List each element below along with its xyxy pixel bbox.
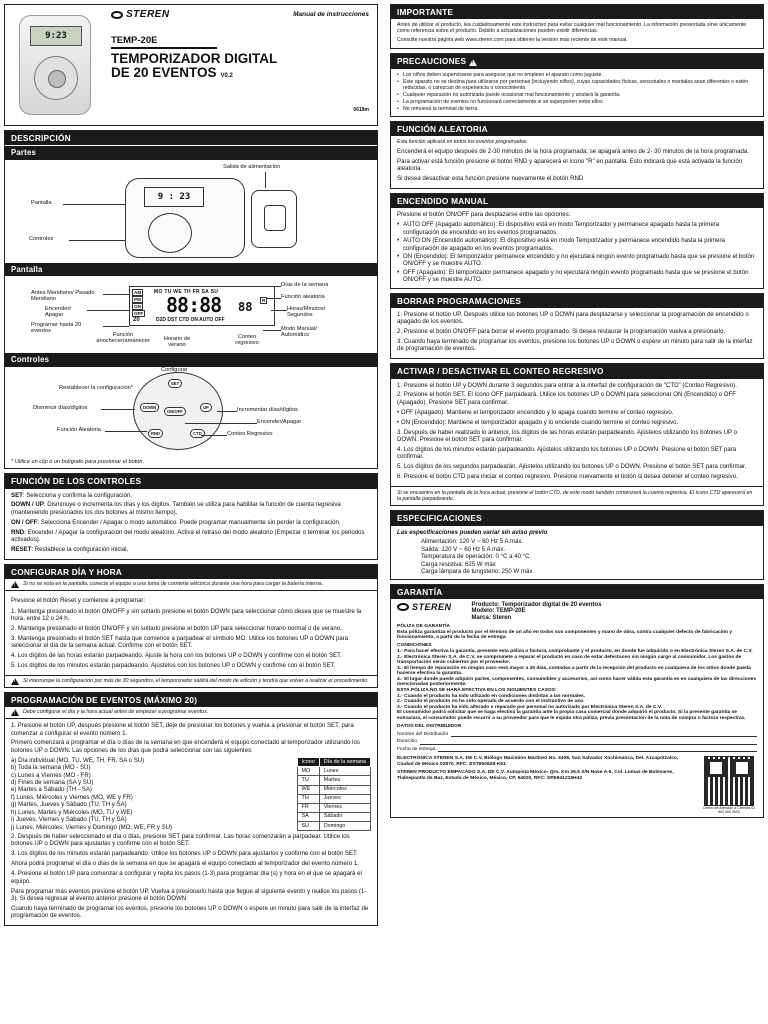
onoff-button[interactable]: ON/OFF xyxy=(164,407,186,416)
poliza-title: PÓLIZA DE GARANTÍA xyxy=(397,624,451,630)
label-aleatoria: Función aleatoria xyxy=(281,294,325,301)
importante-text: Antes de utilizar el producto, lea cuidadosamente este instructivo para evitar cualquier mal funcionamiento. La información presentada sirve únicamente como referencia sobre el producto. Debido a actualizaciones pueden existir diferencias. xyxy=(397,22,747,35)
prog-options xyxy=(11,757,292,831)
up-button[interactable]: UP xyxy=(200,403,212,412)
control-function-key: ON / OFF xyxy=(11,518,38,526)
pantalla-header: Pantalla xyxy=(5,262,377,277)
pantalla-figure xyxy=(5,276,377,352)
label-restablecer: Restablecer la configuración* xyxy=(59,384,133,391)
programacion-header: PROGRAMACIÓN DE EVENTOS (MÁXIMO 20) xyxy=(5,693,377,707)
manual-item: • OFF (Apagado): El temporizador permanece apagado y no ejecutará ningún evento programado hasta que se presione el botón ON/OFF y se muestre AUTO. xyxy=(397,269,757,284)
config-step: 2. Mantenga presionado el botón ON/OFF y sin soltarlo presione el botón UP para seleccionar horario normal o de verano. xyxy=(11,624,342,632)
conteo-body xyxy=(391,379,763,487)
label-programar: Programar hasta 20 eventos xyxy=(31,322,82,335)
exclusion-item: 3.- Cuando el producto ha sido alterado o reparado por personal no autorizado por Electrónica Steren S.A. de C.V. xyxy=(397,704,663,710)
configurar-dia-body xyxy=(5,591,377,675)
garantia-logo: STEREN xyxy=(397,602,452,612)
precaution-item: • No remueva la terminal de tierra. xyxy=(397,106,757,112)
product-title xyxy=(111,52,371,80)
table-row xyxy=(297,821,370,830)
lcd-days: MO TU WE TH FR SA SU xyxy=(154,289,219,296)
precauciones-section xyxy=(390,53,764,117)
qr-block xyxy=(701,756,757,814)
day-option: f) Lunes, Miércoles y Viernes (MO, WE y FR) xyxy=(11,793,133,801)
precaution-item: • Este aparato no se destina para utilizarse por personas (incluyendo niños), cuyas capacidades físicas, sensoriales o mentales sean diferentes o estén reducidas, o carezcan de experiencia o conocimiento. xyxy=(397,79,757,91)
aleatoria-p2: Para activar está función presione el botón RND y aparecerá el ícono "R" en pantalla. Esto indicará que está activada la función aleatoria. xyxy=(397,158,743,173)
day-icon-cell: MO xyxy=(297,767,319,776)
control-function-desc: : Encender / Apagar la configuración del modo aleatorio. Activa el retraso del modo aleatorio (Empezar o terminar los periodos activados). xyxy=(11,528,365,544)
table-row xyxy=(297,803,370,812)
timer-device-image xyxy=(19,15,91,115)
controles-header: Controles xyxy=(5,352,377,367)
label-pantalla: Pantalla xyxy=(31,199,52,206)
device-screen: 9:23 xyxy=(30,26,82,46)
conteo-item: 4. Los dígitos de los minutos estarán parpadeando. Ajústelos utilizando los botones UP o DOWN. Presione el botón SET para confirmar. xyxy=(397,445,737,461)
outlet-image xyxy=(251,190,297,248)
day-icon-cell: TH xyxy=(297,794,319,803)
aleatoria-section xyxy=(390,121,764,189)
manual-section xyxy=(390,193,764,288)
day-icon-cell: TU xyxy=(297,776,319,785)
garantia-modelo: Modelo: TEMP-20E xyxy=(471,608,526,615)
lcd-pm: PM xyxy=(134,297,141,303)
warning-icon xyxy=(11,581,19,588)
lcd-am: AM xyxy=(134,290,142,296)
precaution-item: • La programación de eventos no funcionará correctamente si se superponen entre ellos. xyxy=(397,99,757,105)
garantia-extra: El consumidor podrá solicitar que se haga efectiva la garantía ante la propia casa comercial donde adquirió el producto. Si la presente garantía se extraviara, el consumidor puede recurrir a su proveedor para que le expida otra póliza, previa presentación de la nota de compra o factura respectiva. xyxy=(397,710,746,721)
days-table-h2: Día de la semana xyxy=(319,757,370,767)
manual-label: Manual de instrucciones xyxy=(293,11,369,18)
funcion-controles-body xyxy=(5,489,377,559)
garantia-product-info xyxy=(472,602,602,622)
brand-name: STEREN xyxy=(126,9,170,20)
cond-item: 3.- El tiempo de reparación en ningún caso será mayor a 30 días, contados a partir de la recepción del producto en cualquiera de los sitios donde pueda hacerse efectiva la garantía. xyxy=(397,665,751,677)
control-dial-diagram xyxy=(133,372,223,450)
specs-section xyxy=(390,510,764,579)
table-row xyxy=(297,776,370,785)
cond-item: 2.- Electrónica Steren S.A. de C.V. se compromete a reparar el producto en caso de estar defectuoso sin ningún cargo al consumidor. Los gastos de transportación serán cubiertos por el proveedor. xyxy=(397,654,742,666)
lcd-bottom-row: D2D DST CTD ON AUTO OFF xyxy=(156,317,225,324)
day-option: i) Jueves, Viernes y Sábado (TU, TH y SA) xyxy=(11,816,127,824)
model-number: TEMP-20E xyxy=(111,35,217,49)
table-row xyxy=(297,767,370,776)
day-name-cell: Martes xyxy=(319,776,370,785)
prog-p8: Cuando haya terminado de programar los eventos, presione los botones UP o DOWN o espere un minuto para salir de la interfaz de programación de eventos. xyxy=(11,904,369,920)
table-row xyxy=(297,785,370,794)
label-ampm: Antes Meridiano/ Pasado Meridiano xyxy=(31,290,95,303)
outlet-socket-icon xyxy=(264,205,286,231)
conteo-item: • ON (Encendido): Mantiene el temporizador apagado y lo enciende cuando termine el conteo regresivo. xyxy=(397,418,679,426)
label-encender: Encender/ Apagar xyxy=(45,306,71,319)
spec-item: Carga lámpara de tungsteno: 250 W máx xyxy=(421,568,533,576)
rnd-button[interactable]: RND xyxy=(148,429,163,438)
lcd-on: ON xyxy=(134,304,141,310)
borrar-item: 2. Presione el botón ON/OFF para borrar el evento programado. Si desea restaurar la programación vuelva a presionarlo. xyxy=(397,328,726,336)
lcd-off: OFF xyxy=(134,311,144,317)
borrar-section xyxy=(390,293,764,360)
garantia-section xyxy=(390,584,764,819)
specs-body xyxy=(391,526,763,579)
partes-figure xyxy=(5,160,377,262)
controles-note: * Utilice un clip o un bolígrafo para presionar el botón. xyxy=(11,458,145,465)
funcion-controles-header: FUNCIÓN DE LOS CONTROLES xyxy=(5,474,377,488)
control-function-desc: : Restablece la configuración inicial. xyxy=(31,546,129,554)
table-row xyxy=(297,812,370,821)
ctd-button[interactable]: CTD xyxy=(190,429,205,438)
cover-info xyxy=(105,5,377,125)
configurar-steps xyxy=(11,608,371,670)
spec-item: Temperatura de operación: 0 °C a 40 °C xyxy=(421,553,530,561)
conteo-section xyxy=(390,363,764,506)
descripcion-section xyxy=(4,130,378,469)
config-step: 4. Los dígitos de las horas estarán parpadeando. Ajuste la hora con los botones UP o DOWN y confirme con el botón SET. xyxy=(11,652,342,660)
day-option: h) Lunes, Martes y Miércoles (MO, TU y WE) xyxy=(11,808,133,816)
programacion-body xyxy=(5,719,377,925)
label-configurar: Configurar xyxy=(161,366,188,373)
cond-item: 1.- Para hacer efectiva la garantía, presente esta póliza o factura, comprobante y el producto, en donde fue adquirido o en Electrónica Steren S.A. de C.V. xyxy=(397,648,753,654)
label-aleatoria-ctrl: Función Aleatoria xyxy=(57,426,101,433)
title-line-1: TEMPORIZADOR DIGITAL xyxy=(111,50,278,66)
configurar-intro: Presione el botón Reset y comience a programar: xyxy=(11,597,146,605)
conds-list xyxy=(397,649,757,688)
day-name-cell: Lunes xyxy=(319,767,370,776)
garantia-top xyxy=(397,602,757,622)
cond-title: CONDICIONES xyxy=(397,643,432,649)
label-incrementar: Incrementar días/dígitos xyxy=(237,406,299,413)
days-table-h1: Icono xyxy=(297,757,319,767)
control-function-desc: : Disminuye o incrementa los días y los dígitos. También se utiliza para habilitar la función de cuenta regresiva (manteniendo presionados los dos botones al mismo tiempo). xyxy=(11,501,341,516)
label-dias: Días de la semana xyxy=(281,282,329,289)
nos-list xyxy=(397,694,757,711)
prog-p3: 2. Después de haber seleccionado el día o días, presione SET para confirmar. Las horas comenzarán a parpadear. Utilice los botones UP o DOWN para ajustarlas y confirme con el botón SET. xyxy=(11,832,350,848)
day-icon-cell: FR xyxy=(297,803,319,812)
label-horario: Horario de verano xyxy=(163,336,191,349)
prog-p4: 3. Los dígitos de los minutos estarán parpadeando. Utilice los botones UP o DOWN para ajustarlos y confirme con el botón SET. xyxy=(11,850,358,858)
day-name-cell: Miércoles xyxy=(319,785,370,794)
prog-p5: Ahora podrá programar el día o días de la semana en que se apagará el equipo conectado al temporizador del evento número 1. xyxy=(11,860,359,868)
controles-figure xyxy=(5,367,377,459)
prog-p7: Para programar más eventos presione el botón UP. Vuelva a presionarlo hasta que llegue al siguiente evento y realice los pasos (1-3). Si desea regresar al evento anterior presione el botón DOWN. xyxy=(11,887,367,902)
control-function-key: RND xyxy=(11,528,25,536)
label-horas: Horas/Minutos/ Segundos xyxy=(287,306,326,319)
dist-title: DATOS DEL DISTRIBUIDOR xyxy=(397,723,462,729)
label-disminuir: Disminuir días/dígitos xyxy=(33,404,88,411)
control-function-item xyxy=(11,546,371,553)
precaution-item: • Los niños deben supervisarse para asegurar que no empleen el aparato como juguete. xyxy=(397,72,757,78)
device-screen-small: 9 : 23 xyxy=(144,187,204,207)
day-name-cell: Jueves xyxy=(319,794,370,803)
steren-logo-icon xyxy=(397,603,409,611)
device-dial xyxy=(34,56,78,100)
config-step: 5. Los dígitos de los minutos estarán parpadeando. Ajústelos con los botones UP o DOWN y confirme con el botón SET. xyxy=(11,662,336,670)
specs-list xyxy=(397,538,757,575)
conteo-item: 3. Después de haber realizado lo anterior, los dígitos de las horas estarán parpadeando. Ajústelos utilizando los botones UP o DOWN. Presione el botón SET para confirmar. xyxy=(397,428,738,444)
print-code: 0618m xyxy=(353,106,369,113)
control-function-item xyxy=(11,529,371,544)
steren-logo-icon xyxy=(111,11,123,19)
aleatoria-intro: Esta función aplicará en todos los eventos programados. xyxy=(397,139,528,146)
warning-icon xyxy=(11,678,19,685)
conteo-item: • OFF (Apagado): Mantiene el temporizador encendido y lo apaga cuando termine el conteo regresivo. xyxy=(397,408,674,416)
day-option: e) Martes a Sábado (TH - SA) xyxy=(11,786,92,794)
day-name-cell: Sábado xyxy=(319,812,370,821)
importante-header: IMPORTANTE xyxy=(391,5,763,19)
exclusion-item: 1.- Cuando el producto ha sido utilizado en condiciones distintas a las normales. xyxy=(397,693,586,699)
prog-options-row xyxy=(11,757,371,831)
day-name-cell: Domingo xyxy=(319,821,370,830)
conteo-item: 1. Presione el botón UP y DOWN durante 3 segundos para entrar a la interfaz de configuración de "CTD" (Conteo Regresivo). xyxy=(397,381,737,389)
addr2: STEREN PRODUCTO EMPACADO S.A. DE C.V. Autopista México- Qro. Km 26.5 S/N Nave A-5, Col. Lomas de Bulevares, Tlalnepantla de Baz, Estado de México, México, CP. 54020, RFC: SPE941215H43 xyxy=(397,769,674,781)
day-icon-cell: WE xyxy=(297,785,319,794)
down-button[interactable]: DOWN xyxy=(140,403,159,412)
garantia-producto: Producto: Temporizador digital de 20 eventos xyxy=(471,601,602,608)
day-option: b) Toda la semana (MO - SU) xyxy=(11,764,91,772)
borrar-item: 1. Presione el botón UP. Después utilice los botones UP o DOWN para desplazarse y seleccionar la programación de encendido o apagado de los eventos. xyxy=(397,310,749,326)
manual-intro: Presione el botón ON/OFF para desplazarse entre las opciones: xyxy=(397,211,571,219)
label-modo: Modo Manual/ Automático xyxy=(281,326,318,339)
configurar-dia-header: CONFIGURAR DÍA Y HORA xyxy=(5,565,377,579)
prog-p2: Primero comenzará a programar el día o días de la semana en que encenderá el equipo conectado al temporizador utilizando los botones UP o DOWN. Las opciones de los días que podrá seleccionar son las siguientes: xyxy=(11,739,360,754)
control-function-key: SET xyxy=(11,491,23,499)
precauciones-header: PRECAUCIONES ! xyxy=(391,54,763,68)
garantia-bottom xyxy=(397,756,757,814)
table-row xyxy=(297,794,370,803)
day-option: g) Martes, Jueves y Sábado (TU, TH y SA) xyxy=(11,801,127,809)
prog-p1: 1. Presione el botón UP, después presione el botón SET, deje de presionar los botones y vuelva a presionar el botón SET, para comenzar a configurar el evento número 1. xyxy=(11,722,354,737)
days-table xyxy=(297,757,371,831)
manual-body xyxy=(391,208,763,287)
config-step: 1. Mantenga presionado el botón ON/OFF y sin soltarlo presione el botón DOWN para seleccionar cómo desea que se muestre la hora, entre 12 o 24 h. xyxy=(11,607,362,622)
version: V0.2 xyxy=(220,72,233,79)
label-salida: Salida de alimentación xyxy=(223,163,281,170)
specs-note: Las especificaciones pueden variar sin aviso previo xyxy=(397,528,548,536)
borrar-body xyxy=(391,308,763,359)
day-option: d) Fines de semana (SA y SU) xyxy=(11,779,94,787)
cover xyxy=(4,4,378,126)
importante-text2: Consulte nuestra página web www.steren.com para obtener la versión más reciente de este manual. xyxy=(397,36,628,43)
title-line-2: DE 20 EVENTOS xyxy=(111,64,217,80)
aleatoria-body xyxy=(391,136,763,188)
garantia-header: GARANTÍA xyxy=(391,585,763,599)
manual-item: • AUTO ON (Encendido automático): El dispositivo está en modo Temporizador y permanece encendido hasta la primera configuración de apagado en los eventos programados. xyxy=(397,237,757,252)
label-funcion: Función anochecer/amanecer xyxy=(96,332,150,345)
borrar-header: BORRAR PROGRAMACIONES xyxy=(391,294,763,308)
control-function-item xyxy=(11,492,371,499)
left-column xyxy=(4,4,378,1020)
day-icon-cell: SA xyxy=(297,812,319,821)
garantia-body xyxy=(391,599,763,818)
label-controles: Controles xyxy=(29,235,54,242)
label-conteo-ctrl: Conteo Regresivo xyxy=(227,430,273,437)
lcd-digits: 88:88 xyxy=(166,293,222,318)
aleatoria-p3: Si desea desactivar esta función presione nuevamente el botón RND xyxy=(397,175,584,183)
descripcion-header: DESCRIPCIÓN xyxy=(5,131,377,145)
no-title: ESTA PÓLIZA NO SE HARÁ EFECTIVA EN LOS SIGUIENTES CASOS: xyxy=(397,687,557,693)
label-encender-ctrl: Encender/Apagar xyxy=(257,418,302,425)
control-function-desc: : Selecciona y confirma la configuración. xyxy=(22,491,132,499)
field-fecha[interactable]: Fecha de entrega xyxy=(397,747,757,753)
lcd-events: 20 xyxy=(133,317,140,324)
day-name-cell: Viernes xyxy=(319,803,370,812)
cond-item: 4.- El lugar donde puede adquirir partes, componentes, consumibles y accesorios, así como hacer válida esta garantía es en cualquiera de las direcciones mencionadas posteriormente. xyxy=(397,676,757,688)
label-conteo: Conteo regresivo xyxy=(235,334,259,347)
day-option: c) Lunes a Viernes (MO - FR) xyxy=(11,771,91,779)
control-function-item xyxy=(11,519,371,526)
lcd-seconds: 88 xyxy=(238,300,253,315)
importante-section xyxy=(390,4,764,49)
spec-item: Salida: 120 V ~ 60 Hz 5 A máx. xyxy=(421,545,506,553)
manual-header: ENCENDIDO MANUAL xyxy=(391,194,763,208)
manual-item: • ON (Encendido): El temporizador permanece encendido y no ejecutará ningún evento programado hasta que se presione el botón ON/OFF y se muestre AUTO. xyxy=(397,253,757,268)
control-function-key: DOWN / UP xyxy=(11,501,44,509)
spec-item: Alimentación: 120 V ~ 60 Hz 5 A máx. xyxy=(421,538,524,546)
lcd-diagram xyxy=(129,286,275,326)
aleatoria-header: FUNCIÓN ALEATORIA xyxy=(391,122,763,136)
control-function-key: RESET xyxy=(11,546,32,554)
warning-icon xyxy=(11,709,19,716)
right-column xyxy=(390,4,764,1020)
lcd-random: R xyxy=(262,298,266,304)
specs-header: ESPECIFICACIONES xyxy=(391,511,763,525)
conteo-item: 2. Presione el botón SET. El ícono OFF parpadeará. Utilice los botones UP o DOWN para seleccionar ON (Encendido) o OFF (Apagado). Presione SET para confirmar. xyxy=(397,391,736,406)
qr-caption: Centro de Atención a Clientes 01 800 500 9000 xyxy=(702,806,756,815)
importante-body xyxy=(391,19,763,48)
control-function-desc: : Selecciona Encender / Apagar o modo automático. Puede programar manualmente sin perder la configuración. xyxy=(37,518,341,526)
aleatoria-p1: Encenderá el equipo después de 2-30 minutos de la hora programada; se apagará antes de 2- 30 minutos de la hora programada. xyxy=(397,148,749,156)
garantia-marca: Marca: Steren xyxy=(471,615,512,622)
configurar-dia-note: ! Si no se nota en la pantalla, conecte el equipo a una toma de corriente eléctrica durante una hora para cargar la batería interna. xyxy=(5,579,377,591)
spec-item: Carga resistiva: 625 W máx xyxy=(421,560,496,568)
configurar-dia-footer: ! Si interrumpe la configuración por más de 30 segundos, el temporizador saldrá del modo de edición y tendrá que volver a realizar el procedimiento. xyxy=(5,675,377,687)
programacion-note: ! Debe configurar el día y la hora actual antes de empezar a programar eventos. xyxy=(5,707,377,719)
funcion-controles-section xyxy=(4,473,378,560)
conteo-item: 5. Los dígitos de los segundos parpadearán. Ajústelos utilizando los botones UP o DOWN. Presione el botón SET para confirmar. xyxy=(397,463,747,471)
warning-icon xyxy=(469,59,477,66)
exclusion-item: 2.- Cuando el producto no ha sido operado de acuerdo con el instructivo de uso. xyxy=(397,699,585,705)
set-button[interactable]: SET xyxy=(168,379,182,388)
device-dial-small xyxy=(148,213,192,253)
field-domicilio[interactable]: Domicilio xyxy=(397,739,757,745)
qr-code-icon[interactable] xyxy=(704,756,754,806)
control-function-item xyxy=(11,501,371,516)
conteo-note: Si se encuentra en la pantalla de la hora actual, presione el botón CTD, de este modo también comenzará la cuenta regresiva. El ícono CTD aparecerá en la pantalla parpadeando. xyxy=(391,486,763,505)
field-distribuidor[interactable]: Nombre del Distribuidor xyxy=(397,732,757,738)
day-option: a) Día individual (MO, TU, WE, TH, FR, SA o SU) xyxy=(11,756,145,764)
partes-header: Partes xyxy=(5,145,377,160)
addr1: ELECTRÓNICA STEREN S.A. DE C.V. Biólogo Maximino Martínez No. 3408, San Salvador Xochimanca, Del. Azcapotzalco, Ciudad de México 02870, RFC: EST850628-K51 xyxy=(397,756,679,767)
precaution-item: • Cualquier reparación no autorizada puede ocasionar mal funcionamiento y anulará la garantía. xyxy=(397,92,757,98)
conteo-item: 6. Presione el botón CTD para iniciar el conteo regresivo. Presione nuevamente el botón si desea detener el conteo regresivo. xyxy=(397,473,738,481)
borrar-item: 3. Cuando haya terminado de programar los eventos, presione los botones UP o DOWN o espere un minuto para salir de la interfaz de programación de eventos. xyxy=(397,338,753,353)
precauciones-body xyxy=(391,69,763,117)
device-front-image xyxy=(125,178,245,258)
poliza-text: Esta póliza garantiza el producto por el término de un año en todos sus componentes y mano de obra, contra cualquier defecto de fabricación y funcionamiento, a partir de la fecha de entrega. xyxy=(397,629,733,641)
day-icon-cell: SU xyxy=(297,821,319,830)
addresses xyxy=(397,756,695,814)
config-step: 3. Mantenga presionado el botón SET hasta que comience a parpadear el símbolo MO. Utilice los botones UP o DOWN para seleccionar el día de la semana actual. Confirme con el botón SET. xyxy=(11,634,349,650)
prog-p6: 4. Presione el botón UP para comenzar a configurar y repita los pasos (1-3) para programar día (s) y hora en el que se apagará el equipo. xyxy=(11,870,362,885)
product-photo xyxy=(5,5,105,125)
conteo-header: ACTIVAR / DESACTIVAR EL CONTEO REGRESIVO xyxy=(391,364,763,378)
programacion-section xyxy=(4,692,378,926)
day-option: j) Lunes, Miércoles, Viernes y Domingo (MO, WE, FR y SU) xyxy=(11,823,173,831)
configurar-dia-section xyxy=(4,564,378,688)
manual-item: • AUTO OFF (Apagado automático): El dispositivo está en modo Temporizador y permanece apagado hasta la primera configuración de encendido en los eventos programados. xyxy=(397,221,757,236)
